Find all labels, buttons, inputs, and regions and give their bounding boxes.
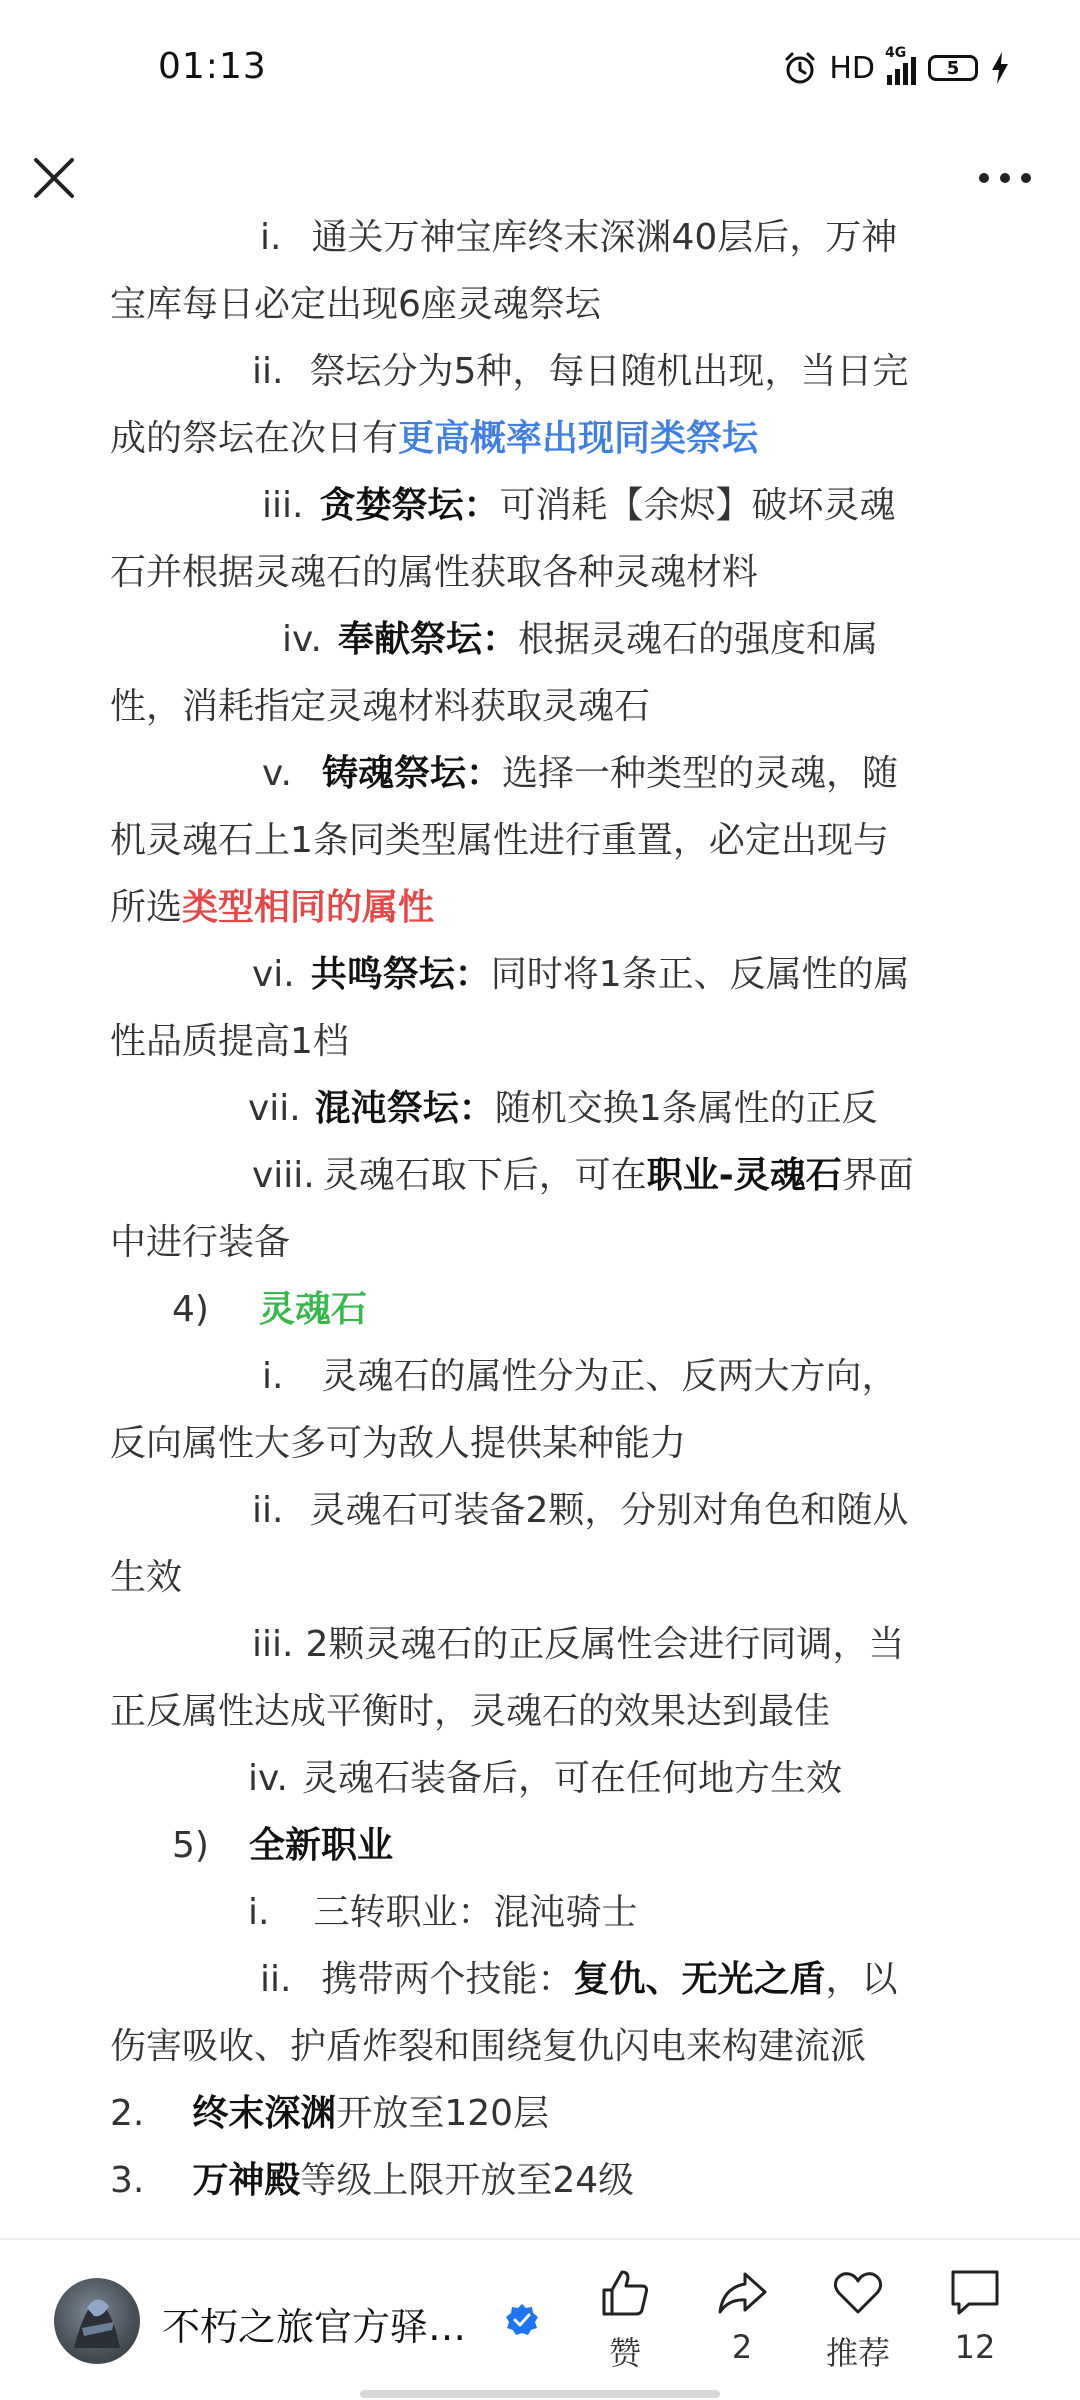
- list-number: iii.: [252, 1624, 294, 1665]
- altar-name: 铸魂祭坛：: [321, 753, 502, 794]
- verified-badge-icon: [504, 2302, 540, 2338]
- author-name[interactable]: 不朽之旅官方驿…: [162, 2305, 467, 2349]
- share-icon: [715, 2266, 769, 2320]
- signal-type-label: 4G: [885, 45, 907, 61]
- article-line: 机灵魂石上1条同类型属性进行重置，必定出现与: [110, 820, 889, 861]
- altar-name: 贪婪祭坛：: [319, 485, 500, 526]
- comment-button[interactable]: [930, 2266, 1020, 2386]
- battery-level: 5: [946, 57, 960, 79]
- line-text: 随机交换1条属性的正反: [494, 1088, 878, 1129]
- line-text: 灵魂石的属性分为正、反两大方向，: [321, 1356, 898, 1397]
- list-number: 3.: [110, 2160, 145, 2201]
- heart-icon: [831, 2266, 885, 2320]
- article-line: 中进行装备: [110, 1222, 291, 1263]
- list-number: ii.: [260, 1959, 292, 2000]
- article-line: [110, 204, 970, 271]
- list-number: v.: [262, 753, 292, 794]
- article-line: [110, 1075, 970, 1142]
- article-line: 性，消耗指定灵魂材料获取灵魂石: [110, 686, 651, 727]
- line-text: 选择一种类型的灵魂，随: [501, 753, 898, 794]
- line-text: 灵魂石装备后，可在任何地方生效: [301, 1758, 842, 1799]
- more-button[interactable]: [970, 156, 1040, 200]
- line-text: 三转职业：混沌骑士: [313, 1892, 638, 1933]
- altar-name: 共鸣祭坛：: [310, 954, 491, 995]
- line-text: 灵魂石可装备2颗，分别对角色和随从: [309, 1490, 909, 1531]
- article-line: [110, 941, 970, 1008]
- line-text: 可消耗【余烬】破坏灵魂: [499, 485, 896, 526]
- like-label: 赞: [608, 2334, 641, 2372]
- article-line: [110, 338, 970, 405]
- signal-icon: [885, 45, 916, 85]
- list-number: vi.: [252, 954, 295, 995]
- article-line: [110, 2080, 970, 2147]
- line-text: 灵魂石取下后，可在: [322, 1155, 647, 1196]
- article-line: 伤害吸收、护盾炸裂和围绕复仇闪电来构建流派: [110, 2026, 867, 2067]
- line-text: ，以: [825, 1959, 898, 2000]
- comment-icon: [947, 2266, 1003, 2320]
- article-line: 反向属性大多可为敌人提供某种能力: [110, 1423, 687, 1464]
- recommend-button[interactable]: [813, 2266, 903, 2386]
- article-line: [110, 1477, 970, 1544]
- thumbs-up-icon: [598, 2266, 652, 2320]
- bottom-action-bar: [0, 2240, 1080, 2400]
- list-number: iv.: [248, 1758, 288, 1799]
- home-indicator[interactable]: [360, 2390, 720, 2398]
- article-line: [110, 405, 970, 472]
- article-line: 宝库每日必定出现6座灵魂祭坛: [110, 284, 601, 325]
- list-number: 2.: [110, 2093, 145, 2134]
- line-text: 所选: [110, 887, 183, 928]
- line-text: 成的祭坛在次日有: [110, 418, 399, 459]
- bold-text: 复仇、无光之盾: [573, 1959, 826, 2000]
- article-line: [110, 1879, 970, 1946]
- article-line: 正反属性达成平衡时，灵魂石的效果达到最佳: [110, 1691, 831, 1732]
- bold-text: 全新职业: [248, 1825, 393, 1866]
- article-line: 生效: [110, 1557, 183, 1598]
- bold-text: 万神殿: [192, 2160, 301, 2201]
- section-heading: [110, 1276, 970, 1343]
- status-bar: [0, 0, 1080, 130]
- line-text: 2颗灵魂石的正反属性会进行同调，当: [305, 1624, 905, 1665]
- line-text: 同时将1条正、反属性的属: [490, 954, 910, 995]
- list-number: i.: [248, 1892, 270, 1933]
- article-line: [110, 740, 970, 807]
- article-line: [110, 472, 970, 539]
- article-line: [110, 874, 970, 941]
- highlight-text: 灵魂石: [258, 1289, 367, 1330]
- altar-name: 奉献祭坛：: [337, 619, 518, 660]
- list-number: vii.: [248, 1088, 301, 1129]
- article-line: [110, 1745, 970, 1812]
- highlight-text: 类型相同的属性: [182, 887, 435, 928]
- list-number: i.: [260, 217, 282, 258]
- status-icons: [783, 46, 1010, 90]
- line-text: 通关万神宝库终末深渊40层后，万神: [311, 217, 898, 258]
- highlight-text: 更高概率出现同类祭坛: [398, 418, 759, 459]
- comment-count: 12: [954, 2328, 996, 2366]
- more-icon: [970, 156, 1040, 200]
- article-line: [110, 1611, 970, 1678]
- bold-text: 终末深渊: [192, 2093, 337, 2134]
- charging-bolt-icon: [990, 51, 1010, 85]
- article-line: [110, 1142, 970, 1209]
- recommend-label: 推荐: [825, 2334, 890, 2372]
- altar-name: 混沌祭坛：: [314, 1088, 495, 1129]
- article-line: [110, 1343, 970, 1410]
- battery-icon: [928, 55, 978, 81]
- article-line: [110, 606, 970, 673]
- avatar-image: [54, 2278, 140, 2364]
- line-text: 等级上限开放至24级: [300, 2160, 635, 2201]
- list-number: ii.: [252, 1490, 284, 1531]
- line-text: 根据灵魂石的强度和属: [517, 619, 878, 660]
- article-line: 石并根据灵魂石的属性获取各种灵魂材料: [110, 552, 759, 593]
- section-heading: [110, 1812, 970, 1879]
- line-text: 祭坛分为5种，每日随机出现，当日完: [309, 351, 909, 392]
- author-avatar[interactable]: [54, 2278, 140, 2364]
- close-icon: [26, 150, 82, 206]
- list-number: viii.: [252, 1155, 315, 1196]
- share-button[interactable]: [697, 2266, 787, 2386]
- bold-text: 职业-灵魂石: [646, 1155, 842, 1196]
- list-number: 5): [172, 1825, 209, 1866]
- article-line: 性品质提高1档: [110, 1021, 349, 1062]
- status-time: 01:13: [158, 46, 267, 87]
- like-button[interactable]: [580, 2266, 670, 2386]
- article-line: [110, 1946, 970, 2013]
- article-line: [110, 2147, 970, 2214]
- line-text: 界面: [841, 1155, 914, 1196]
- list-number: iii.: [262, 485, 304, 526]
- list-number: iv.: [282, 619, 322, 660]
- close-button[interactable]: [26, 150, 82, 206]
- share-count: 2: [731, 2328, 753, 2366]
- list-number: 4): [172, 1289, 209, 1330]
- line-text: 开放至120层: [336, 2093, 550, 2134]
- list-number: ii.: [252, 351, 284, 392]
- list-number: i.: [262, 1356, 284, 1397]
- alarm-icon: [783, 51, 817, 85]
- line-text: 携带两个技能：: [321, 1959, 574, 2000]
- article-content: [0, 217, 1080, 2238]
- network-hd-label: HD: [829, 50, 875, 86]
